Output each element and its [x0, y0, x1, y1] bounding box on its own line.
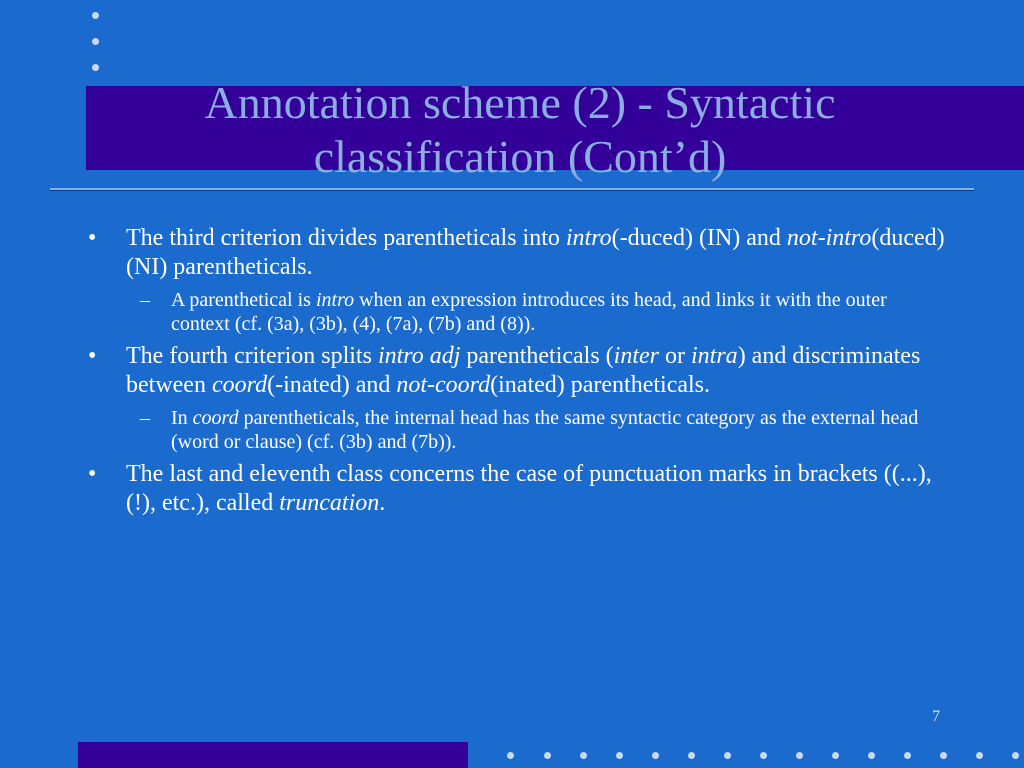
- sub-bullet-marker: –: [140, 407, 150, 429]
- bullet-marker: •: [88, 343, 97, 369]
- text-segment: parentheticals, the internal head has the same syntactic category as the external head (word or clause) (cf. (3b) and (7b)).: [171, 407, 919, 453]
- decor-dot: [832, 752, 839, 759]
- text-segment: not-intro: [786, 225, 872, 251]
- decor-dot: [616, 752, 623, 759]
- bullet-list: [80, 224, 950, 524]
- decor-dot: [688, 752, 695, 759]
- decor-dot: [868, 752, 875, 759]
- bullet-item: [80, 460, 950, 518]
- text-segment: intra: [691, 343, 738, 369]
- decor-dot: [796, 752, 803, 759]
- text-segment: .: [379, 490, 386, 516]
- bullet-marker: •: [88, 225, 97, 251]
- text-segment: The last and eleventh class concerns the case of punctuation marks in brackets ((...), (!), etc.), called: [126, 461, 932, 516]
- page-number: 7: [932, 708, 940, 725]
- text-segment: A parenthetical is: [171, 289, 316, 311]
- bullet-item: [80, 342, 950, 400]
- decor-dot: [940, 752, 947, 759]
- decor-dot: [652, 752, 659, 759]
- text-segment: The third criterion divides parentheticals into: [126, 225, 566, 251]
- decor-dot: [1012, 752, 1019, 759]
- bullet-marker: •: [88, 461, 97, 487]
- text-segment: (-duced) (IN) and: [611, 225, 787, 251]
- sub-bullet-marker: –: [140, 289, 150, 311]
- text-segment: (duced) (NI) parentheticals.: [126, 225, 945, 280]
- bottom-band: [78, 742, 468, 768]
- sub-bullet-item: [80, 288, 950, 336]
- text-segment: when an expression introduces its head, and links it with the outer context (cf. (3a), (3b), (4), (7a), (7b) and (8)).: [171, 289, 887, 335]
- bullet-item: [80, 224, 950, 282]
- text-segment: truncation: [279, 490, 380, 516]
- title-underline-shadow: [50, 190, 974, 191]
- text-segment: not-coord: [396, 372, 491, 398]
- text-segment: The fourth criterion splits: [126, 343, 378, 369]
- decor-dot: [904, 752, 911, 759]
- text-segment: In: [171, 407, 193, 429]
- decor-dot: [724, 752, 731, 759]
- text-segment: intro adj: [377, 343, 461, 369]
- text-segment: or: [659, 343, 691, 369]
- sub-bullet-item: [80, 406, 950, 454]
- text-segment: intro: [315, 289, 355, 311]
- decor-dot: [544, 752, 551, 759]
- text-segment: intro: [565, 225, 612, 251]
- text-segment: coord: [211, 372, 268, 398]
- text-segment: inter: [613, 343, 659, 369]
- text-segment: (inated) parentheticals.: [490, 372, 711, 398]
- slide-title: Annotation scheme (2) - Syntactic classification (Cont’d): [204, 77, 836, 182]
- decor-dot: [580, 752, 587, 759]
- text-segment: (-inated) and: [267, 372, 397, 398]
- text-segment: parentheticals (: [460, 343, 614, 369]
- decor-dot: [976, 752, 983, 759]
- decor-dot: [92, 12, 99, 19]
- decor-dot: [760, 752, 767, 759]
- decor-dot: [507, 752, 514, 759]
- text-segment: coord: [192, 407, 239, 429]
- text-segment: ) and discriminates between: [126, 343, 921, 398]
- decor-dot: [92, 38, 99, 45]
- decor-dot: [92, 64, 99, 71]
